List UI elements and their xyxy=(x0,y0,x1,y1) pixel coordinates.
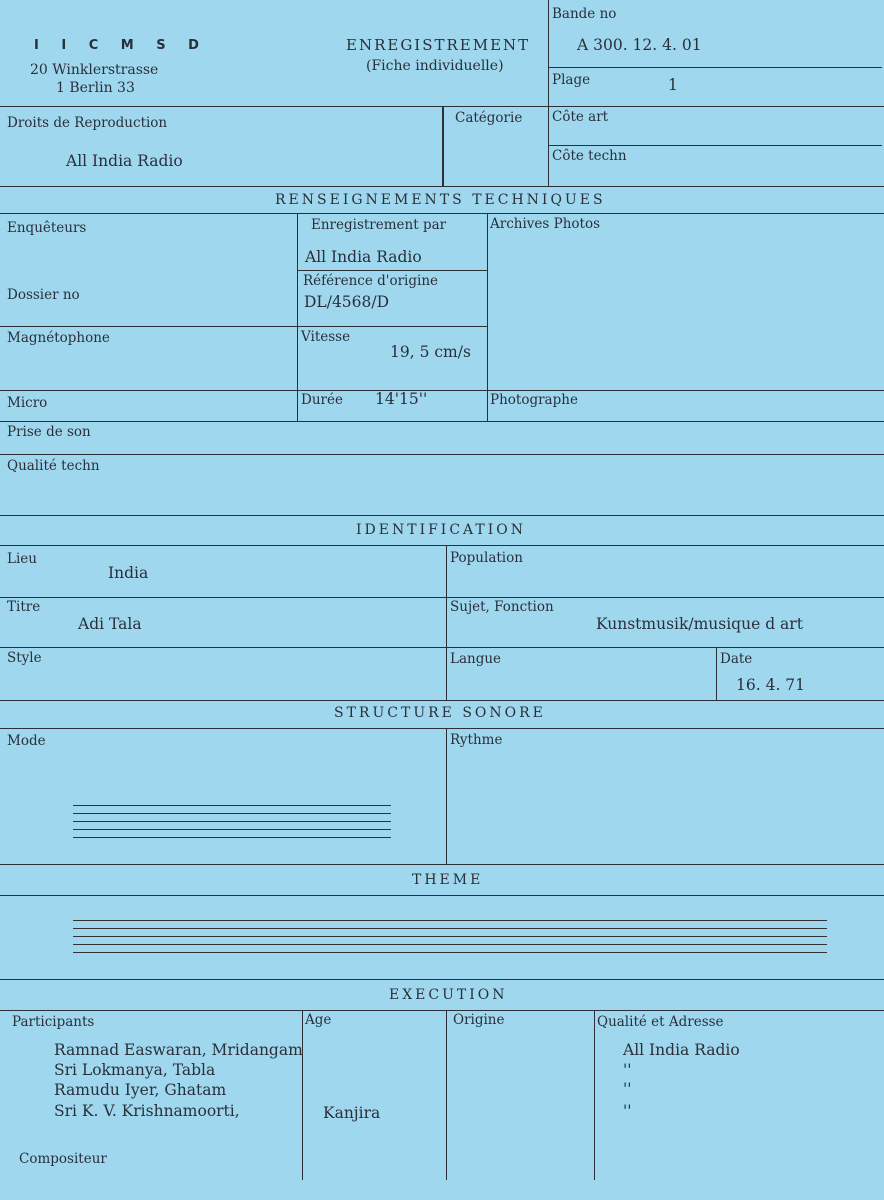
divider-mode-rythme xyxy=(446,728,447,864)
divider-tech-col2 xyxy=(487,213,488,421)
rule-structure-heading xyxy=(0,728,884,729)
bande-value: A 300. 12. 4. 01 xyxy=(577,36,702,54)
mode-label: Mode xyxy=(7,733,46,749)
date-label: Date xyxy=(720,651,753,667)
magnetophone-label: Magnétophone xyxy=(7,330,110,346)
divider-tech-col1 xyxy=(297,213,298,421)
dossier-label: Dossier no xyxy=(7,287,80,303)
rule-rights-bottom xyxy=(0,186,884,187)
rythme-label: Rythme xyxy=(450,732,503,748)
enregistrement-par-value: All India Radio xyxy=(305,248,422,266)
qualite-value-3: '' xyxy=(623,1080,632,1098)
origine-label: Origine xyxy=(453,1012,505,1028)
participant-2: Sri Lokmanya, Tabla xyxy=(54,1061,216,1079)
rule-micro-prise xyxy=(0,421,884,422)
lieu-value: India xyxy=(108,564,149,582)
enqueteurs-label: Enquêteurs xyxy=(7,220,87,236)
form-subtitle: (Fiche individuelle) xyxy=(366,58,504,74)
duree-value: 14'15'' xyxy=(375,390,428,408)
style-label: Style xyxy=(7,650,42,666)
rule-theme-heading xyxy=(0,895,884,896)
rule-execution-heading xyxy=(0,1010,884,1011)
divider-age xyxy=(302,1010,303,1180)
archives-photos-label: Archives Photos xyxy=(490,216,600,232)
rule-dossier-magneto xyxy=(0,326,487,327)
qualite-techn-label: Qualité techn xyxy=(7,458,100,474)
participant-1: Ramnad Easwaran, Mridangam xyxy=(54,1041,303,1059)
rule-titre-style xyxy=(0,647,884,648)
plage-value: 1 xyxy=(668,76,678,94)
rule-identification-top xyxy=(0,515,884,516)
micro-label: Micro xyxy=(7,395,48,411)
rule-bande-plage xyxy=(548,67,882,68)
rule-style-structure xyxy=(0,700,884,701)
titre-label: Titre xyxy=(7,599,41,615)
date-value: 16. 4. 71 xyxy=(736,676,806,694)
divider-origine xyxy=(446,1010,447,1180)
droits-value: All India Radio xyxy=(66,152,183,170)
tech-heading: RENSEIGNEMENTS TECHNIQUES xyxy=(275,192,606,208)
vitesse-label: Vitesse xyxy=(301,329,351,345)
age-label: Age xyxy=(305,1012,332,1028)
population-label: Population xyxy=(450,550,523,566)
plage-label: Plage xyxy=(552,72,591,88)
qualite-label: Qualité et Adresse xyxy=(597,1014,724,1030)
rule-cote xyxy=(548,145,882,146)
categorie-label: Catégorie xyxy=(455,110,523,126)
divider-header-right xyxy=(548,0,549,186)
duree-label: Durée xyxy=(301,392,343,408)
org-address-street: 20 Winklerstrasse xyxy=(30,62,159,78)
participant-4: Sri K. V. Krishnamoorti, xyxy=(54,1102,240,1120)
rule-theme-top xyxy=(0,864,884,865)
enregistrement-par-label: Enregistrement par xyxy=(311,217,447,233)
cote-art-label: Côte art xyxy=(552,109,609,125)
rule-tech-heading xyxy=(0,213,884,214)
divider-qualite xyxy=(594,1010,595,1180)
participants-label: Participants xyxy=(12,1014,95,1030)
langue-label: Langue xyxy=(450,651,502,667)
photographe-label: Photographe xyxy=(490,392,578,408)
qualite-value-1: All India Radio xyxy=(623,1041,740,1059)
reference-value: DL/4568/D xyxy=(304,293,390,311)
rule-identification-heading xyxy=(0,545,884,546)
rule-prise-qualite xyxy=(0,454,884,455)
cote-techn-label: Côte techn xyxy=(552,148,627,164)
droits-label: Droits de Reproduction xyxy=(7,115,168,131)
qualite-value-4: '' xyxy=(623,1102,632,1120)
rule-magneto-micro xyxy=(0,390,884,391)
participant-3: Ramudu Iyer, Ghatam xyxy=(54,1081,227,1099)
divider-categorie xyxy=(442,106,444,186)
reference-label: Référence d'origine xyxy=(303,273,439,289)
org-logo: I I C M S D xyxy=(34,38,208,53)
vitesse-value: 19, 5 cm/s xyxy=(390,343,471,361)
titre-value: Adi Tala xyxy=(78,615,142,633)
theme-heading: THEME xyxy=(412,872,484,888)
lieu-label: Lieu xyxy=(7,551,37,567)
participant-4-instrument: Kanjira xyxy=(323,1104,381,1122)
rule-enreg-ref xyxy=(297,270,487,271)
compositeur-label: Compositeur xyxy=(19,1151,107,1167)
identification-heading: IDENTIFICATION xyxy=(356,522,526,538)
prise-de-son-label: Prise de son xyxy=(7,424,91,440)
execution-heading: EXECUTION xyxy=(389,987,508,1003)
form-title: ENREGISTREMENT xyxy=(346,36,531,54)
qualite-value-2: '' xyxy=(623,1061,632,1079)
divider-date xyxy=(716,647,717,700)
structure-heading: STRUCTURE SONORE xyxy=(334,705,546,721)
sujet-value: Kunstmusik/musique d art xyxy=(596,615,803,633)
rule-execution-top xyxy=(0,979,884,980)
org-address-city: 1 Berlin 33 xyxy=(56,80,135,96)
sujet-label: Sujet, Fonction xyxy=(450,599,554,615)
bande-label: Bande no xyxy=(552,6,617,22)
rule-lieu-titre xyxy=(0,597,884,598)
divider-identification xyxy=(446,545,447,700)
